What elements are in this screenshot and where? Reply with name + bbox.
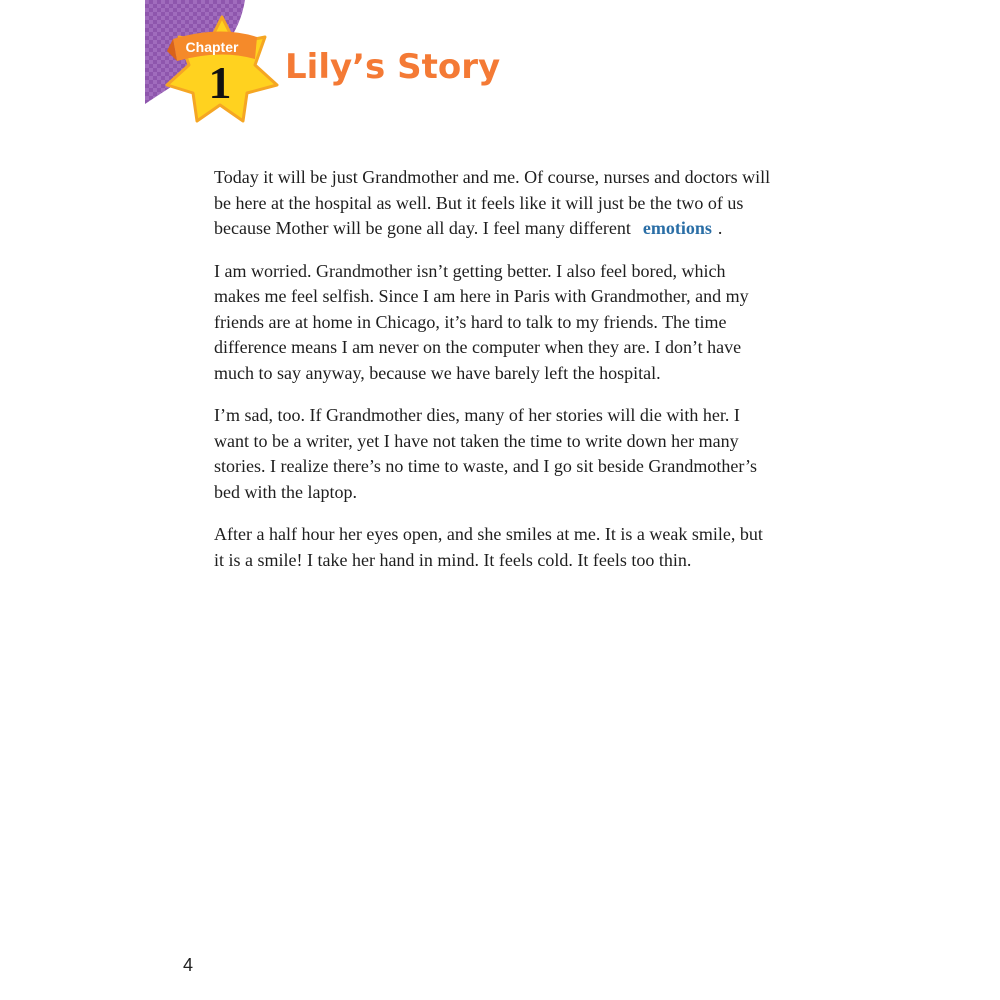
chapter-title: Lily’s Story (285, 47, 501, 87)
paragraph-1-text: Today it will be just Grandmother and me. Of course, nurses and doctors will be here at the hospital as well. But it feels like it will just be the two of us because Mother will be gone all day. I feel many different (214, 167, 771, 238)
story-body (214, 165, 774, 590)
paragraph-4: After a half hour her eyes open, and she smiles at me. It is a weak smile, but it is a smile! I take her hand in mind. It feels cold. It feels too thin. (214, 524, 763, 570)
paragraph-3: I’m sad, too. If Grandmother dies, many of her stories will die with her. I want to be a writer, yet I have not taken the time to write down her many stories. I realize there’s no time to waste, and I go sit beside Grandmother’s bed with the laptop. (214, 405, 758, 502)
glossary-term-emotions[interactable]: emotions (642, 218, 712, 238)
page-number: 4 (183, 955, 194, 975)
paragraph-2: I am worried. Grandmother isn’t getting better. I also feel bored, which makes me feel selfish. Since I am here in Paris with Grandmother, and my friends are at home in Chicago, it’s hard to talk to my friends. The time difference means I am never on the computer when they are. I don’t have much to say anyway, because we have barely left the hospital. (214, 260, 749, 383)
paragraph-1 (214, 165, 774, 242)
chapter-number: 1 (208, 57, 232, 108)
chapter-label: Chapter (185, 39, 239, 55)
paragraph-1-end: . (717, 218, 723, 238)
